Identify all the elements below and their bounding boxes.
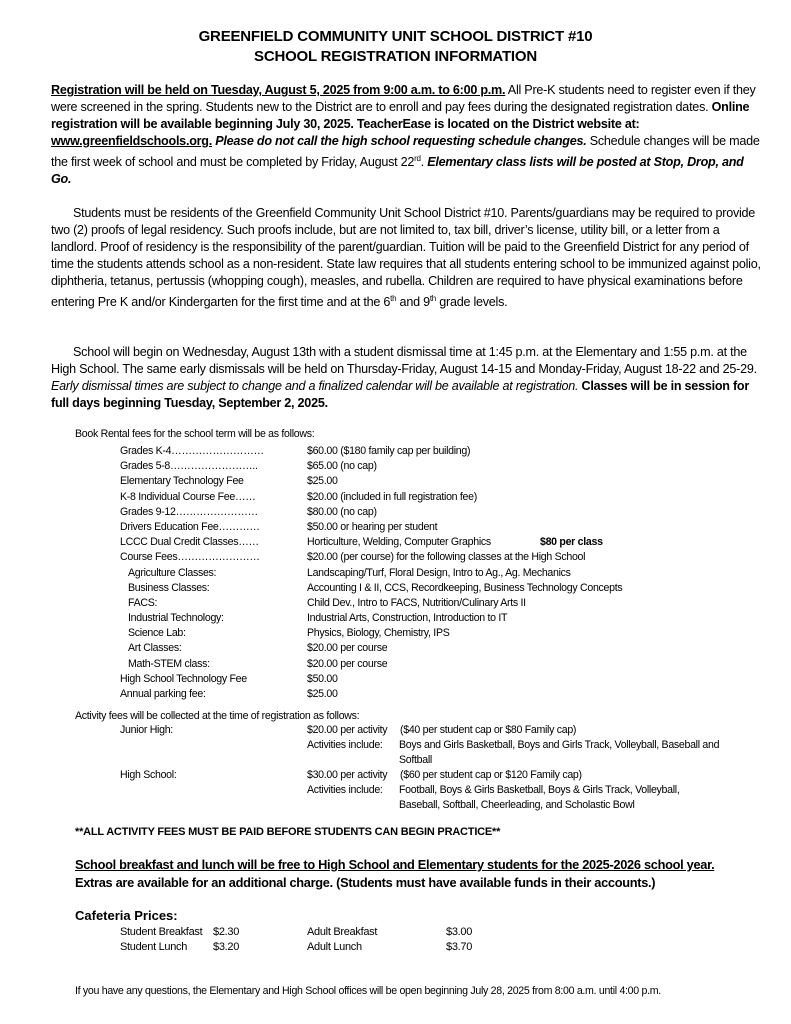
cafeteria-item-label: Student Breakfast [120,926,203,938]
district-website-link[interactable]: www.greenfieldschools.org. [51,134,212,148]
residency-text: Students must be residents of the Greenfield Community Unit School District #10. Parents/guardians may be required to provide two (2) proofs of legal residency. Such proofs include, but are not limited to, tax bill, driver’s license, utility bill, or a letter from a landlord. Proof of residency is the responsibility of the parent/guardian. Tuition will be paid to the Greenfield District for any period of time the students attends school as a non-resident. State law requires that all students entering school to be immunized against polio, diphtheria, tetanus, pertussis (whopping cough), measles, and rubella. Children are required to have physical examinations before entering Pre K and/or Kindergarten for the first time and at the 6 [51,206,761,310]
cafeteria-item-price: $2.30 [213,926,240,938]
fee-value: Industrial Arts, Construction, Introduction to IT [307,612,508,625]
high-school-activities-label: Activities include: [307,784,383,796]
activity-intro: Activity fees will be collected at the time of registration as follows: [75,710,360,722]
full-days-note: Classes will be in session for full days beginning Tuesday, September 2, 2025. [51,379,749,410]
junior-high-cap: ($40 per student cap or $80 Family cap) [400,724,577,736]
fee-value: Horticulture, Welding, Computer Graphics [307,536,491,549]
cafeteria-title: Cafeteria Prices: [75,908,178,923]
fee-value: $65.00 (no cap) [307,460,377,473]
junior-high-activities-label: Activities include: [307,739,383,751]
fee-label: Grades 9-12…………………… [120,505,258,518]
fee-value: $60.00 ($180 family cap per building) [307,445,471,457]
fee-value: Physics, Biology, Chemistry, IPS [307,627,450,640]
fee-value: Accounting I & II, CCS, Recordkeeping, Business Technology Concepts [307,581,623,594]
lunch-section [75,856,775,892]
th-superscript-1: th [390,294,397,303]
fee-value: $50.00 [307,672,338,685]
fee-value: Child Dev., Intro to FACS, Nutrition/Culinary Arts II [307,596,526,609]
fee-value: $50.00 or hearing per student [307,520,438,533]
fee-label: Grades 5-8…………………….. [120,460,258,473]
fee-label: Business Classes: [128,581,210,594]
cafeteria-item-price: $3.70 [446,941,473,953]
fee-value: $25.00 [307,475,338,488]
fee-label: Math-STEM class: [128,657,210,670]
high-school-activities-list-2: Baseball, Softball, Cheerleading, and Scholastic Bowl [399,799,635,811]
fee-label: Agriculture Classes: [128,566,217,579]
residency-paragraph [51,205,763,311]
fee-label: Drivers Education Fee………… [120,520,260,533]
high-school-fee: $30.00 per activity [307,769,388,781]
fee-label: Annual parking fee: [120,688,206,700]
fee-value: $20.00 (included in full registration fee) [307,490,477,503]
cafeteria-item-label: Adult Lunch [307,941,362,953]
junior-high-label: Junior High: [120,724,173,736]
schedule-warning: Please do not call the high school requesting schedule changes. [211,134,587,148]
schedule-change-text: Schedule changes will be made the first week of school and must be completed by Friday, August 22 [51,134,760,170]
fee-label: Art Classes: [128,642,182,655]
junior-high-fee: $20.00 per activity [307,724,388,736]
fee-label: Course Fees…………………… [120,551,260,564]
fee-label: High School Technology Fee [120,672,247,685]
high-school-label: High School: [120,769,177,781]
cafeteria-item-price: $3.00 [446,926,473,938]
fee-value: $25.00 [307,688,338,700]
page-title: SCHOOL REGISTRATION INFORMATION [254,48,537,65]
junior-high-activities-list: Boys and Girls Basketball, Boys and Girls Track, Volleyball, Baseball and [399,739,720,751]
fee-label: Science Lab: [128,627,186,640]
fee-value: $20.00 per course [307,642,388,655]
fee-extra: $80 per class [540,536,603,549]
school-start-text: School will begin on Wednesday, August 13th with a student dismissal time at 1:45 p.m. at the Elementary and 1:55 p.m. at the High School. The same early dismissals will be held on Thursday-Friday, August 14-15 and Monday-Friday, August 18-22 and 25-29. [51,345,757,376]
extras-note: Extras are available for an additional charge. (Students must have available funds in their accounts.) [75,875,656,890]
high-school-activities-list: Football, Boys & Girls Basketball, Boys & Girls Track, Volleyball, [399,784,680,796]
fee-label: FACS: [128,596,158,609]
fee-value: Landscaping/Turf, Floral Design, Intro to Ag., Ag. Mechanics [307,566,571,579]
district-title: GREENFIELD COMMUNITY UNIT SCHOOL DISTRICT #10 [198,28,593,45]
fee-label: Industrial Technology: [128,612,224,625]
online-registration-text: Online registration will be available beginning July 30, 2025. TeacherEase is located on the District website at: [51,100,750,131]
activity-fees-notice: **ALL ACTIVITY FEES MUST BE PAID BEFORE STUDENTS CAN BEGIN PRACTICE** [75,826,501,838]
cafeteria-item-price: $3.20 [213,941,240,953]
fee-value: $20.00 per course [307,657,388,670]
cafeteria-item-label: Adult Breakfast [307,926,378,938]
office-hours-footer: If you have any questions, the Elementary and High School offices will be open beginning July 28, 2025 from 8:00 a.m. until 4:00 p.m. [75,985,661,997]
period-text: . [420,155,428,170]
free-meals-note: School breakfast and lunch will be free to High School and Elementary students for the 2025-2026 school year. [75,857,715,872]
fee-value: $80.00 (no cap) [307,505,377,518]
rd-superscript: rd [414,154,421,163]
fee-value: $20.00 (per course) for the following classes at the High School [307,551,586,564]
school-start-paragraph [51,344,763,412]
class-lists-note: Elementary class lists will be posted at Stop, Drop, and Go. [51,155,744,187]
high-school-cap: ($60 per student cap or $120 Family cap) [400,769,582,781]
registration-date: Registration will be held on Tuesday, August 5, 2025 from 9:00 a.m. to 6:00 p.m. [51,83,506,97]
th-superscript-2: th [429,294,436,303]
residency-end-text: grade levels. [436,295,508,310]
residency-and-text: and 9 [396,295,430,310]
fee-label: Grades K-4……………………… [120,445,264,457]
junior-high-activities-list-2: Softball [399,754,432,766]
fee-label: K-8 Individual Course Fee…… [120,490,256,503]
dismissal-note: Early dismissal times are subject to change and a finalized calendar will be available at registration. [51,379,579,393]
cafeteria-item-label: Student Lunch [120,941,188,953]
fee-label: Elementary Technology Fee [120,475,244,488]
fee-label: LCCC Dual Credit Classes…… [120,536,259,549]
book-rental-intro: Book Rental fees for the school term will be as follows: [75,428,315,440]
pre-k-text: All Pre-K students need to register even if they were screened in the spring. Students new to the District are to enroll and pay fees during the designated registration dates. [51,83,756,114]
registration-paragraph [51,82,763,188]
